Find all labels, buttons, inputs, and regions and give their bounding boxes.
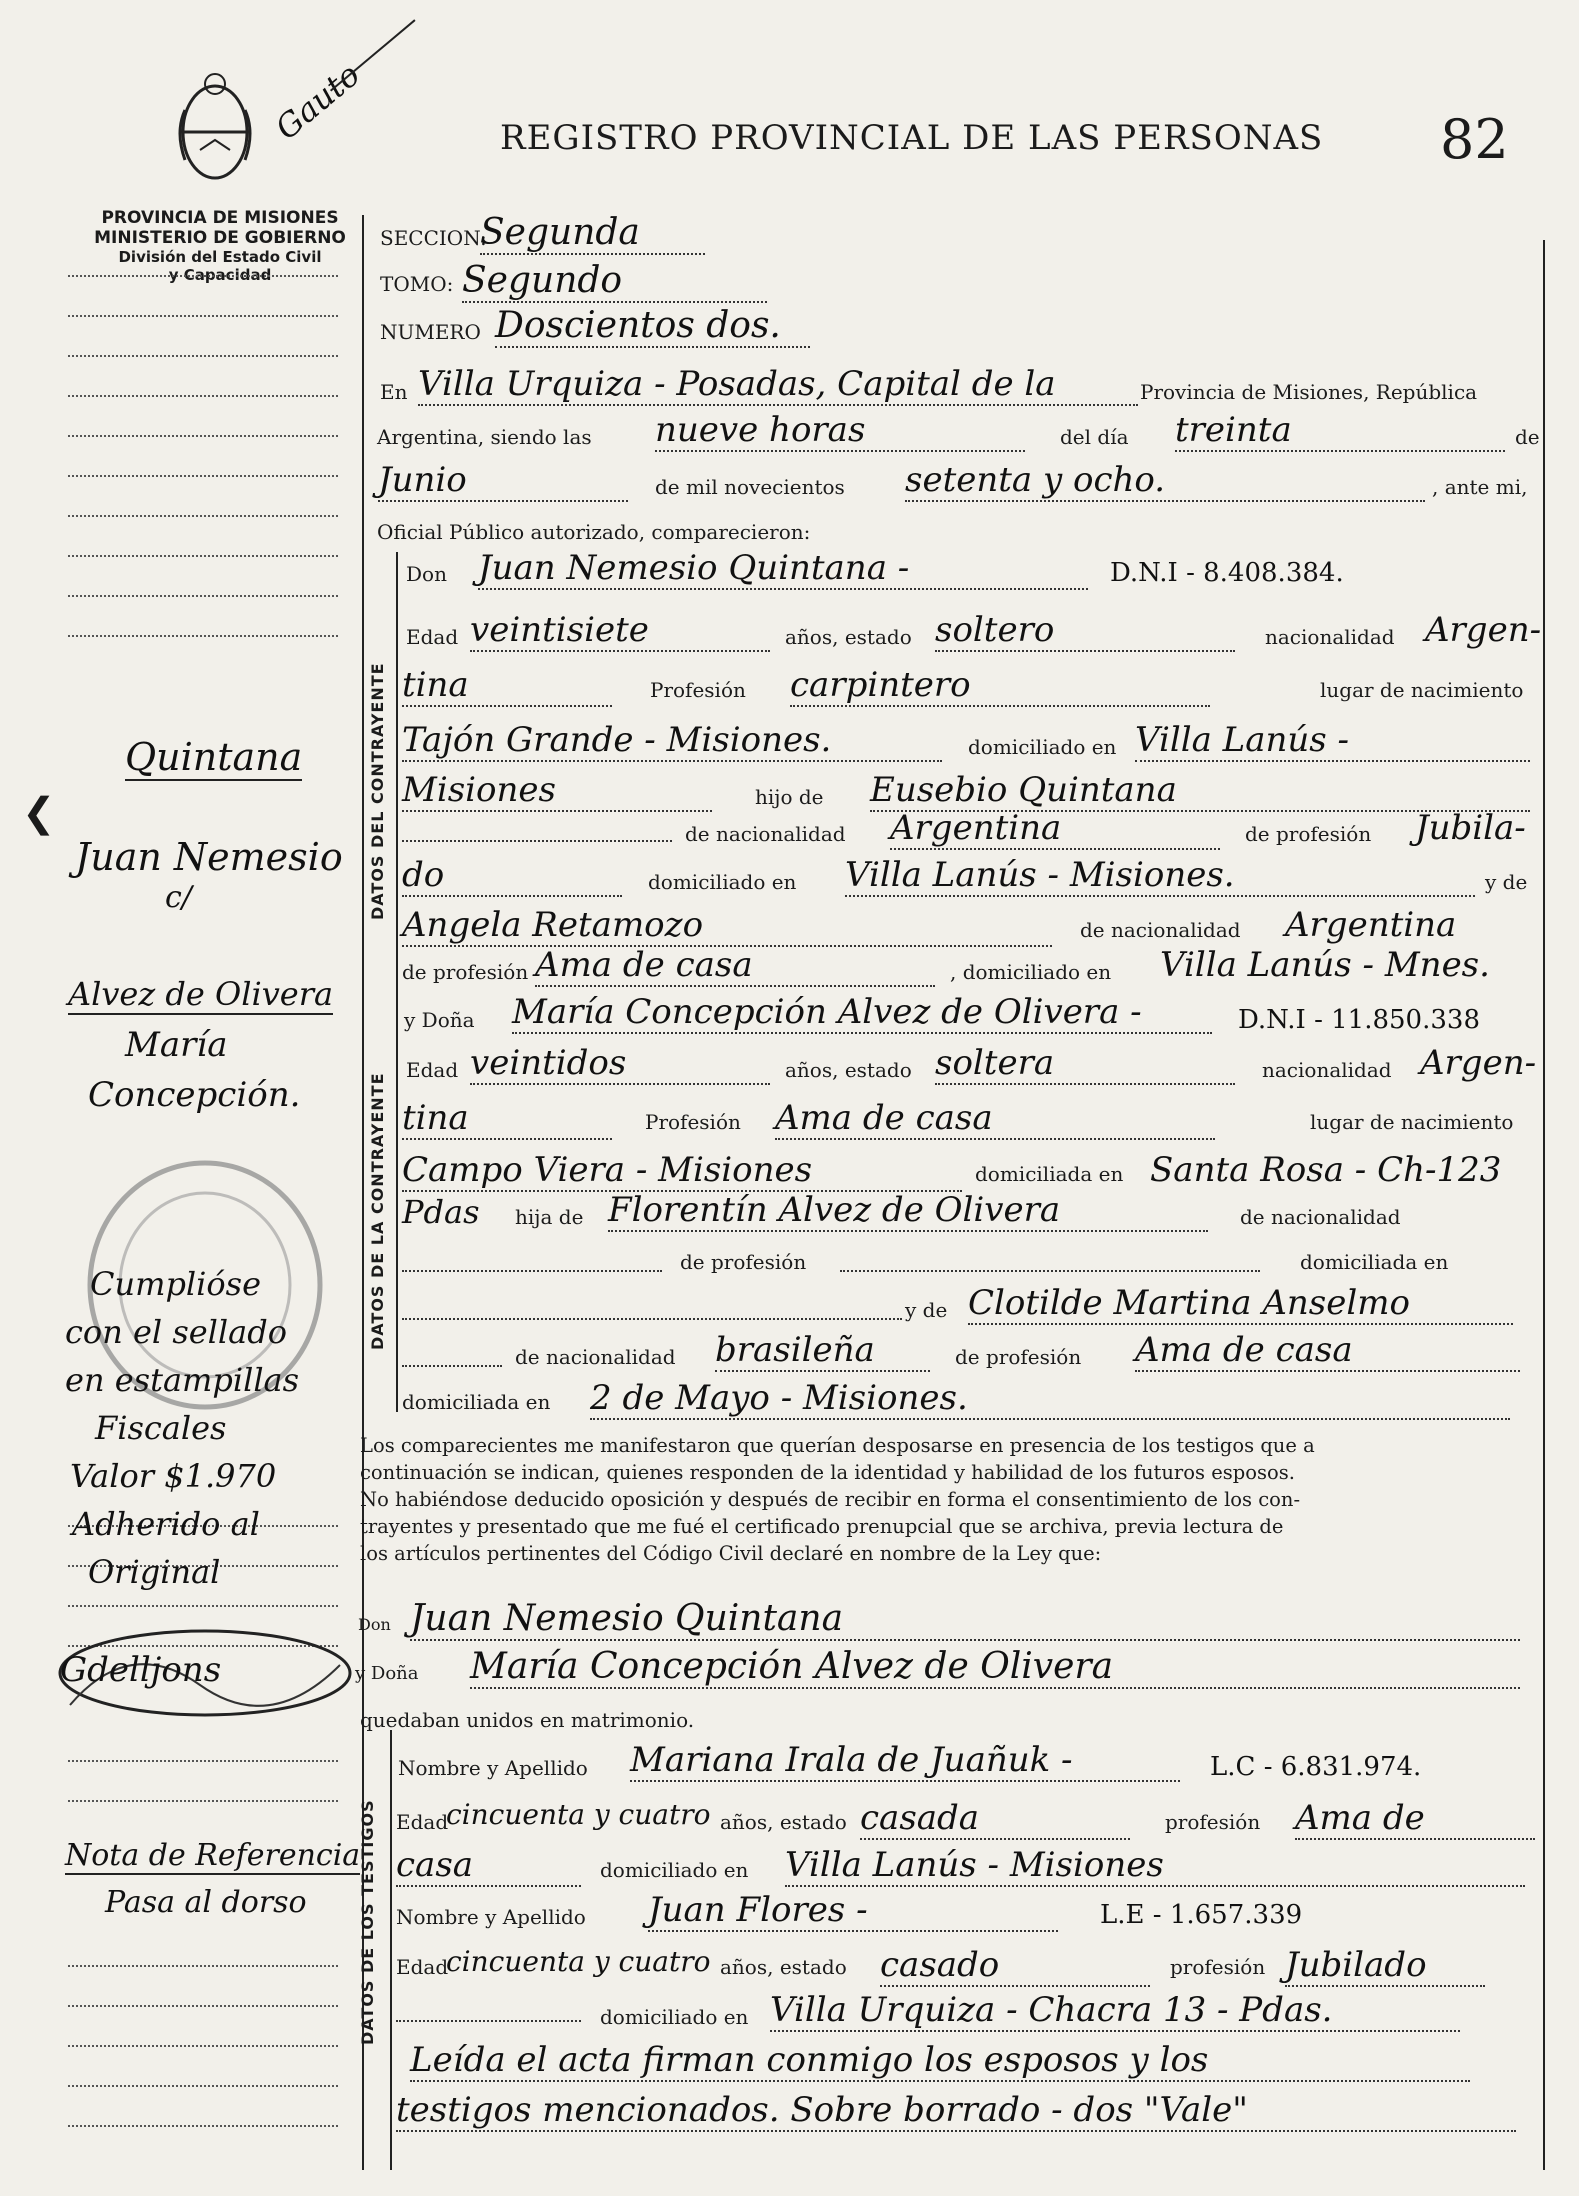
t2-anos-label: años, estado	[720, 1955, 847, 1979]
margin-dotted-line	[68, 1760, 338, 1762]
page-title: REGISTRO PROVINCIAL DE LAS PERSONAS	[500, 118, 1324, 158]
seccion-label: SECCION:	[380, 226, 487, 250]
contrayente-padre: Eusebio Quintana	[870, 770, 1530, 812]
margin-dotted-line	[68, 355, 338, 357]
contrayenta-domicilio-cont: Pdas	[402, 1193, 480, 1231]
madre-nacionalidad: Argentina	[1285, 905, 1457, 945]
margin-nombre: Juan Nemesio	[75, 835, 343, 879]
margin-referencia: Nota de Referencia	[65, 1838, 361, 1873]
declaracion-text	[360, 1432, 1540, 1567]
contrayenta-padre: Florentín Alvez de Olivera	[608, 1190, 1208, 1232]
t2-nombre-label: Nombre y Apellido	[396, 1905, 586, 1929]
margin-dotted-line	[68, 315, 338, 317]
contrayenta-nac-label: nacionalidad	[1262, 1058, 1392, 1082]
t1-domicilio: Villa Lanús - Misiones	[785, 1845, 1525, 1887]
contrayenta-profesion: Ama de casa	[775, 1098, 1215, 1140]
t1-nombre-label: Nombre y Apellido	[398, 1756, 588, 1780]
blank-line	[840, 1270, 1260, 1272]
declaracion-line: trayentes y presentado que me fué el certificado prenupcial que se archiva, previa lectura de	[360, 1515, 1284, 1538]
contrayenta-side-label: DATOS DE LA CONTRAYENTE	[368, 1072, 387, 1350]
t2-edad: cincuenta y cuatro	[446, 1945, 711, 1978]
hora-value: nueve horas	[655, 410, 1025, 452]
margin-dotted-line	[68, 1800, 338, 1802]
contrayente-estado: soltero	[935, 610, 1235, 652]
margin-nota-line: Original	[88, 1553, 221, 1591]
margin-apellido: Quintana	[125, 735, 303, 779]
cierre-line-2: testigos mencionados. Sobre borrado - dos "Vale"	[396, 2090, 1516, 2132]
contrayenta-y-de-label: y de	[905, 1298, 948, 1322]
contrayenta-madre: Clotilde Martina Anselmo	[968, 1283, 1513, 1325]
margin-dotted-line	[68, 635, 338, 637]
padre-domicilio: Villa Lanús - Misiones.	[845, 855, 1475, 897]
margin-dotted-line	[68, 515, 338, 517]
ante-label: , ante mi,	[1432, 475, 1528, 499]
contrayente-nac-label: nacionalidad	[1265, 625, 1395, 649]
t1-profesion-label: profesión	[1165, 1810, 1261, 1834]
anio-value: setenta y ocho.	[905, 460, 1425, 502]
contrayenta-profesion-label: Profesión	[645, 1110, 741, 1134]
dia-value: treinta	[1175, 410, 1505, 452]
madre-nac-label: de nacionalidad	[1080, 918, 1241, 942]
margin-dotted-line	[68, 555, 338, 557]
contrayenta-padre-dom-label: domiciliada en	[1300, 1250, 1449, 1274]
t2-profesion-label: profesión	[1170, 1955, 1266, 1979]
unidos-label: quedaban unidos en matrimonio.	[360, 1708, 695, 1732]
contrayente-profesion-label: Profesión	[650, 678, 746, 702]
madre-dom-label: , domiciliado en	[950, 960, 1112, 984]
madre-nombre: Angela Retamozo	[402, 905, 1052, 947]
padre-nac-label: de nacionalidad	[685, 822, 846, 846]
t1-edad: cincuenta y cuatro	[446, 1798, 711, 1831]
contrayenta-madre-nacionalidad: brasileña	[715, 1330, 930, 1372]
numero-value: Doscientos dos.	[495, 305, 810, 348]
t1-profesion-cont: casa	[396, 1845, 581, 1887]
contrayenta-domicilio: Santa Rosa - Ch-123	[1150, 1150, 1502, 1190]
margin-dotted-line	[68, 1605, 338, 1607]
contrayenta-madre-profesion: Ama de casa	[1135, 1330, 1520, 1372]
t1-edad-label: Edad	[396, 1810, 449, 1834]
contrayenta-estado: soltera	[935, 1043, 1235, 1085]
contrayente-nacionalidad: Argen-	[1425, 610, 1542, 650]
t1-profesion: Ama de	[1295, 1798, 1535, 1840]
contrayenta-domiciliada-label: domiciliada en	[975, 1162, 1124, 1186]
contrayenta-padre-prof-label: de profesión	[680, 1250, 807, 1274]
t2-profesion: Jubilado	[1285, 1945, 1485, 1987]
t1-nombre: Mariana Irala de Juañuk -	[630, 1740, 1180, 1782]
en-label: En	[380, 380, 408, 404]
cierre-line-1: Leída el acta firman conmigo los esposos y los	[410, 2040, 1470, 2082]
don-label: Don	[406, 562, 447, 586]
office-line: PROVINCIA DE MISIONES	[101, 208, 339, 228]
contrayente-profesion: carpintero	[790, 665, 1210, 707]
main-right-rule	[1543, 240, 1545, 2170]
seccion-value: Segunda	[480, 212, 705, 255]
contrayente-nacionalidad-cont: tina	[402, 665, 612, 707]
oficial-label: Oficial Público autorizado, comparecieron:	[377, 520, 811, 544]
margin-apellido2: Alvez de Olivera	[68, 975, 334, 1013]
margin-nombre2-cont: Concepción.	[88, 1075, 301, 1115]
margin-nombre2: María	[125, 1025, 228, 1065]
contrayente-domicilio: Villa Lanús -	[1135, 720, 1530, 762]
padre-profesion: Jubila-	[1415, 808, 1526, 848]
t2-estado: casado	[880, 1945, 1150, 1987]
page-number: 82	[1440, 108, 1509, 171]
blank-line	[402, 1270, 662, 1272]
declaracion-line: No habiéndose deducido oposición y después de recibir en forma el consentimiento de los con-	[360, 1488, 1301, 1511]
tomo-value: Segundo	[462, 260, 767, 303]
madre-prof-label: de profesión	[402, 960, 529, 984]
contrayenta-padre-nac-label: de nacionalidad	[1240, 1205, 1401, 1229]
contrayenta-nacionalidad: Argen-	[1420, 1043, 1537, 1083]
contrayente-nombre: Juan Nemesio Quintana -	[478, 548, 1088, 590]
office-line: División del Estado Civil	[118, 248, 322, 266]
margin-dotted-line	[68, 2005, 338, 2007]
t2-edad-label: Edad	[396, 1955, 449, 1979]
margin-arrow-icon: ❮	[22, 790, 56, 836]
office-line: y Capacidad	[168, 266, 272, 284]
padre-prof-label: de profesión	[1245, 822, 1372, 846]
contrayente-edad-label: Edad	[406, 625, 459, 649]
margin-dotted-line	[68, 2045, 338, 2047]
tomo-label: TOMO:	[380, 272, 454, 296]
blank-line	[402, 1318, 902, 1320]
del-dia-label: del día	[1060, 425, 1129, 449]
contrayenta-lugar-nac: Campo Viera - Misiones	[402, 1150, 962, 1192]
margin-nota-line: Cumplióse	[90, 1265, 262, 1303]
contrayenta-madre-dom-label: domiciliada en	[402, 1390, 551, 1414]
contrayenta-madre-prof-label: de profesión	[955, 1345, 1082, 1369]
anio-label: de mil novecientos	[655, 475, 845, 499]
contrayenta-hija-label: hija de	[515, 1205, 584, 1229]
margin-dotted-line	[68, 475, 338, 477]
contrayente-side-label: DATOS DEL CONTRAYENTE	[368, 662, 387, 920]
margin-dotted-line	[68, 275, 338, 277]
national-coat-of-arms-icon	[170, 70, 260, 195]
margin-dotted-line	[68, 1965, 338, 1967]
y-de-label: y de	[1485, 870, 1528, 894]
contrayente-edad: veintisiete	[470, 610, 770, 652]
contrayente-dni: D.N.I - 8.408.384.	[1110, 558, 1344, 588]
t1-estado: casada	[860, 1798, 1130, 1840]
inner-bracket-rule	[396, 552, 398, 1412]
witness-bracket-rule	[390, 1730, 392, 2170]
t1-anos-label: años, estado	[720, 1810, 847, 1834]
office-block	[70, 208, 370, 284]
contrayenta-nacionalidad-cont: tina	[402, 1098, 612, 1140]
margin-referencia-cont: Pasa al dorso	[105, 1885, 307, 1920]
margin-dotted-line	[68, 435, 338, 437]
contrayente-anos-label: años, estado	[785, 625, 912, 649]
t2-nombre: Juan Flores -	[648, 1890, 1058, 1932]
t2-domiciliado-label: domiciliado en	[600, 2005, 749, 2029]
padre-nacionalidad: Argentina	[890, 808, 1220, 850]
margin-dotted-line	[68, 395, 338, 397]
blank-line	[402, 840, 672, 842]
contrayenta-madre-domicilio: 2 de Mayo - Misiones.	[590, 1378, 1510, 1420]
margin-nota-line: con el sellado	[65, 1313, 287, 1351]
esposa-nombre: María Concepción Alvez de Olivera	[470, 1646, 1520, 1689]
contrayenta-anos-label: años, estado	[785, 1058, 912, 1082]
contrayente-lugar-nac-label: lugar de nacimiento	[1320, 678, 1524, 702]
contrayenta-dni: D.N.I - 11.850.338	[1238, 1005, 1480, 1035]
padre-profesion-cont: do	[402, 855, 622, 897]
t2-documento: L.E - 1.657.339	[1100, 1900, 1303, 1930]
t1-domiciliado-label: domiciliado en	[600, 1858, 749, 1882]
padre-dom-label: domiciliado en	[648, 870, 797, 894]
de-label: de	[1515, 425, 1540, 449]
madre-profesion: Ama de casa	[535, 945, 935, 987]
contrayenta-madre-nac-label: de nacionalidad	[515, 1345, 676, 1369]
numero-label: NUMERO	[380, 320, 481, 344]
margin-nota-line: Valor $1.970	[70, 1457, 277, 1495]
margin-nota-line: Fiscales	[95, 1409, 227, 1447]
esposa-dona-label: y Doña	[355, 1663, 419, 1684]
margin-nota-line: Adherido al	[72, 1505, 260, 1543]
declaracion-line: continuación se indican, quienes responden de la identidad y habilidad de los futuros esposos.	[360, 1461, 1295, 1484]
t1-documento: L.C - 6.831.974.	[1210, 1752, 1422, 1782]
contrayente-domicilio-cont: Misiones	[402, 770, 712, 812]
margin-con: c/	[165, 880, 192, 915]
provincia-label: Provincia de Misiones, República	[1140, 380, 1478, 404]
madre-domicilio: Villa Lanús - Mnes.	[1160, 945, 1490, 985]
declaracion-line: los artículos pertinentes del Código Civil declaré en nombre de la Ley que:	[360, 1542, 1102, 1565]
mes-value: Junio	[378, 460, 628, 502]
testigos-side-label: DATOS DE LOS TESTIGOS	[358, 1799, 377, 2045]
contrayenta-nombre: María Concepción Alvez de Olivera -	[512, 992, 1212, 1034]
argentina-label: Argentina, siendo las	[377, 425, 592, 449]
contrayenta-edad: veintidos	[470, 1043, 770, 1085]
esposo-nombre: Juan Nemesio Quintana	[410, 1598, 1520, 1641]
esposo-don-label: Don	[358, 1615, 391, 1634]
office-line: MINISTERIO DE GOBIERNO	[94, 228, 346, 248]
contrayente-domiciliado-label: domiciliado en	[968, 735, 1117, 759]
contrayenta-edad-label: Edad	[406, 1058, 459, 1082]
margin-dotted-line	[68, 595, 338, 597]
contrayenta-lugar-nac-label: lugar de nacimiento	[1310, 1110, 1514, 1134]
header-signature: Gauto	[268, 55, 368, 148]
margin-dotted-line	[68, 2085, 338, 2087]
declaracion-line: Los comparecientes me manifestaron que querían desposarse en presencia de los testigos que a	[360, 1434, 1315, 1457]
contrayente-lugar-nac: Tajón Grande - Misiones.	[402, 720, 942, 762]
margin-nota-line: en estampillas	[65, 1361, 300, 1399]
blank-line	[402, 1365, 502, 1367]
contrayente-hijo-label: hijo de	[755, 785, 824, 809]
dona-label: y Doña	[404, 1008, 475, 1032]
t2-domicilio: Villa Urquiza - Chacra 13 - Pdas.	[770, 1990, 1460, 2032]
blank-line	[396, 2020, 581, 2022]
margin-dotted-line	[68, 2125, 338, 2127]
lugar-value: Villa Urquiza - Posadas, Capital de la	[418, 364, 1138, 406]
margin-firma: Gdelljons	[60, 1650, 222, 1690]
